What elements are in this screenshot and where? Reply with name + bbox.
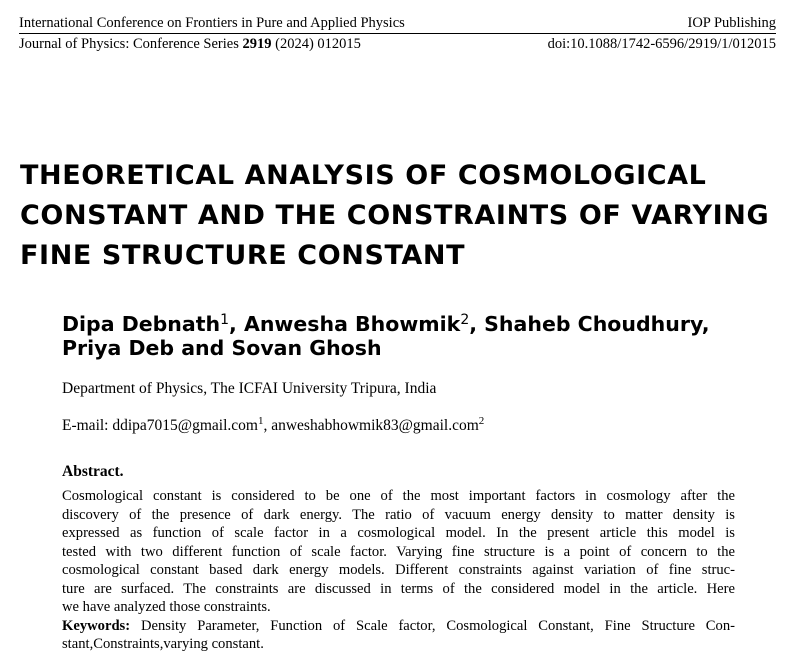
abstract-heading: Abstract. [62,463,124,480]
keywords-line-1 [62,617,735,636]
email-2-sup: 2 [478,415,485,427]
author-list [62,312,762,360]
email-1-sup: 1 [257,415,264,427]
publisher-name: IOP Publishing [687,15,776,31]
author-line-2: Priya Deb and Sovan Ghosh [62,336,382,360]
keywords-label: Keywords: [62,617,131,634]
paper-title [20,156,780,276]
author-separator: , [229,312,244,336]
abstract-line: we have analyzed those constraints. [62,599,271,615]
abstract-line: expressed as function of scale factor in a cosmological model. In the present article this model is [62,525,735,541]
keywords-line-2: stant,Constraints,varying constant. [62,636,264,652]
email-line [62,416,484,436]
abstract-line: Cosmological constant is considered to be one of the most important factors in cosmology after the [62,488,735,504]
abstract-line: ture are surfaced. The constraints are discussed in terms of the considered model in the article. Here [62,580,735,597]
running-header [19,13,776,54]
author-1: Dipa Debnath [62,312,221,336]
title-line-1: THEORETICAL ANALYSIS OF COSMOLOGICAL [20,160,707,191]
journal-volume: 2919 [242,36,272,52]
journal-name: Journal of Physics: Conference Series [19,36,239,52]
abstract-body [62,487,735,654]
journal-citation [19,34,361,54]
author-1-affil: 1 [220,312,230,328]
conference-name: International Conference on Frontiers in Pure and Applied Physics [19,15,405,31]
journal-year-article: (2024) 012015 [275,36,361,52]
header-row-bottom [19,34,776,54]
author-rest-line-1: , Shaheb Choudhury, [469,312,710,336]
title-line-2: CONSTANT AND THE CONSTRAINTS OF VARYING [20,200,770,231]
email-1: ddipa7015@gmail.com [112,417,258,434]
title-line-3: FINE STRUCTURE CONSTANT [20,240,466,271]
author-2-affil: 2 [460,312,470,328]
email-label: E-mail: [62,417,113,434]
email-2: anweshabhowmik83@gmail.com [271,417,479,434]
header-row-top [19,13,776,33]
affiliation: Department of Physics, The ICFAI University Tripura, India [62,380,437,397]
abstract-line: discovery of the presence of dark energy. The ratio of vacuum energy density to matter density is [62,506,735,523]
author-2: Anwesha Bhowmik [243,312,461,336]
doi: doi:10.1088/1742-6596/2919/1/012015 [547,36,776,52]
abstract-line: cosmological constant based dark energy models. Different constraints against variation of fine struc- [62,562,735,578]
abstract-line: tested with two different function of scale factor. Varying fine structure is a point of concern to the [62,543,735,560]
keywords-text-1: Density Parameter, Function of Scale factor, Cosmological Constant, Fine Structure Con- [130,617,735,634]
email-separator: , [263,417,272,434]
